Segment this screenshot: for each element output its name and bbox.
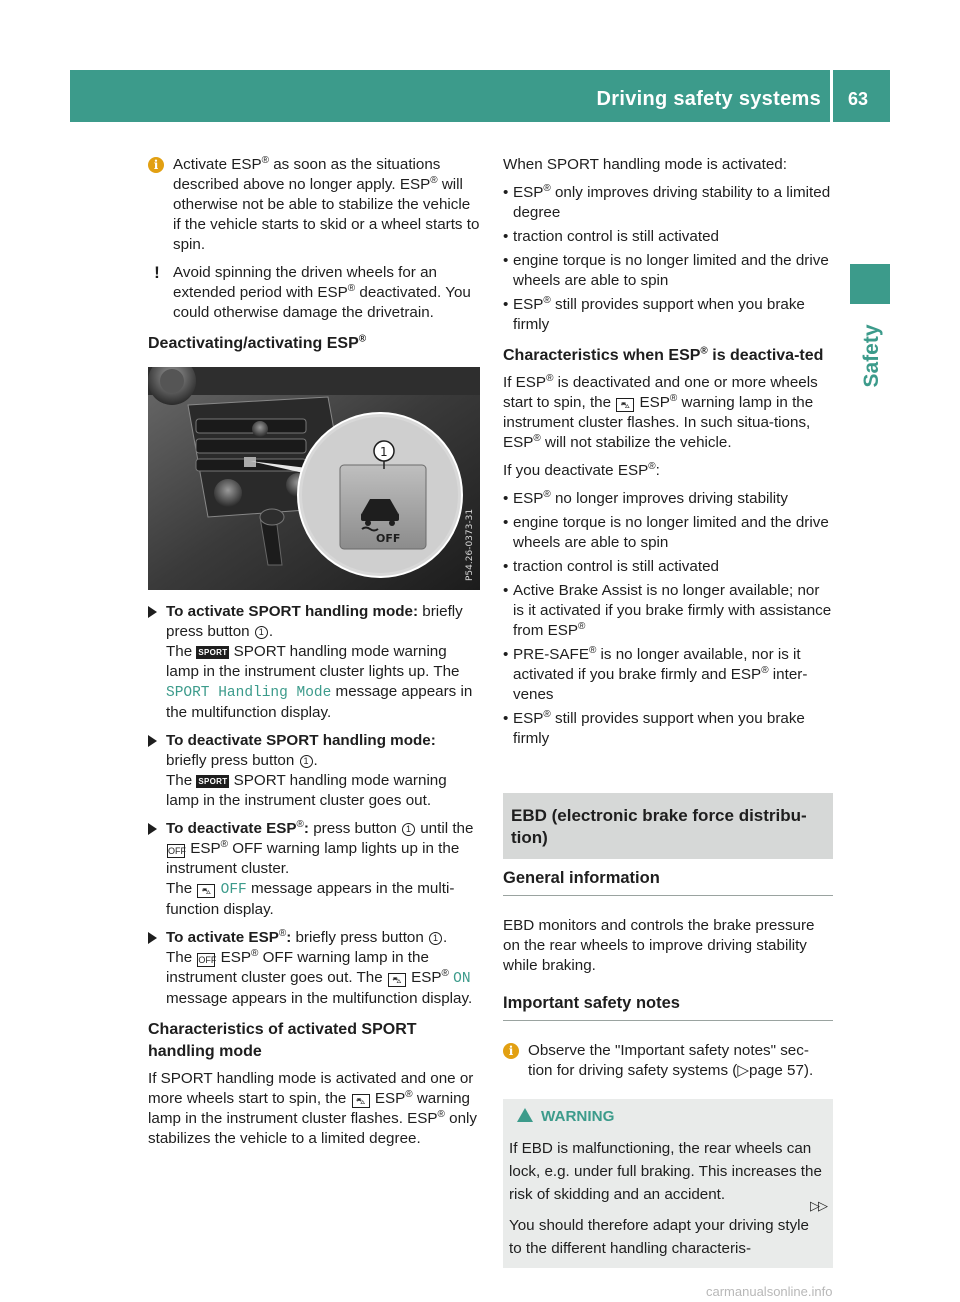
heading-deactivating-esp: Deactivating/activating ESP®: [148, 333, 367, 352]
info-icon: i: [503, 1043, 519, 1059]
warning-paragraph-2: You should therefore adapt your driving style to the different handling characteris-: [509, 1217, 810, 1257]
list-item: • engine torque is no longer limited and the drive wheels are able to spin: [503, 513, 833, 553]
list-item: • ESP® only improves driving stability to a limited degree: [503, 183, 833, 223]
esp-off-icon: OFF: [168, 846, 186, 856]
warning-triangle-icon: [517, 1108, 533, 1122]
left-column: [148, 155, 480, 1157]
step-deactivate-sport: To deactivate SPORT handling mode: briefly press button 1 . The SPORT SPORT handling mode warning lamp in the instrument cluster goes out.: [148, 731, 480, 811]
esp-skid-icon: ⛍: [388, 973, 406, 987]
sport-effects-list: [503, 183, 833, 335]
page-number: 63: [847, 89, 869, 109]
photo-off-label: OFF: [376, 532, 401, 545]
sport-icon: SPORT: [198, 777, 228, 786]
caution-note: ! Avoid spinning the driven wheels for an extended period with ESP® deactivated. You could otherwise damage the drivetrain.: [148, 263, 480, 323]
list-item: • Active Brake Assist is no longer available; nor is it activated if you brake firmly with assistance from ESP®: [503, 581, 833, 641]
warning-paragraph-1: If EBD is malfunctioning, the rear wheels can lock, e.g. under full braking. This increases the risk of skidding and an accident.: [509, 1140, 822, 1203]
sport-intro: When SPORT handling mode is activated:: [503, 156, 787, 173]
sport-icon: SPORT: [198, 648, 228, 657]
button-1-icon: 1: [300, 755, 313, 768]
side-tab-label: Safety: [860, 324, 883, 388]
paragraph-ebd: EBD monitors and controls the brake pressure on the rear wheels to improve driving stability while braking.: [503, 917, 815, 974]
info-note: i Activate ESP® as soon as the situations described above no longer apply. ESP® will otherwise not be able to stabilize the vehicle if the vehicle starts to skid or a wheel starts to spin.: [148, 155, 480, 255]
info-note-safety: i Observe the "Important safety notes" sec-tion for driving safety systems (▷page 57).: [503, 1041, 833, 1081]
step-arrow-icon: [148, 823, 157, 835]
paragraph-esp-deactivated: If ESP® is deactivated and one or more wheels start to spin, the ⛍ ESP® warning lamp in the instrument cluster flashes. In such situa-tions, ESP® will not stabilize the vehicle.: [503, 372, 818, 451]
list-item: • ESP® still provides support when you brake firmly: [503, 709, 833, 749]
esp-skid-icon: ⛍: [197, 884, 215, 898]
display-message-on: ON: [453, 971, 471, 987]
warning-title: WARNING: [509, 1107, 825, 1127]
step-activate-sport: To activate SPORT handling mode: briefly press button 1 . The SPORT SPORT handling mode warning lamp in the instrument cluster lights up. The SPORT Handling Mode message appears in the multifunction display.: [148, 602, 480, 723]
continue-arrows-icon: ▷▷: [810, 1198, 826, 1213]
page-ref-arrow-icon: ▷: [737, 1062, 750, 1079]
step-activate-esp: To activate ESP®: briefly press button 1 . The OFF ESP® OFF warning lamp in the instrument cluster goes out. The ⛍ ESP® ON message appears in the multifunction display.: [148, 928, 480, 1009]
footer-watermark: carmanualsonline.info: [706, 1284, 833, 1299]
console-photo: [148, 367, 480, 590]
display-message-off: OFF: [220, 882, 247, 898]
exclamation-icon: !: [154, 263, 160, 282]
step-arrow-icon: [148, 606, 157, 618]
photo-callout-number: 1: [380, 445, 388, 459]
photo-reference: P54.26-0373-31: [465, 508, 475, 581]
console-illustration: [148, 367, 480, 590]
esp-off-effects-list: [503, 489, 833, 749]
button-1-icon: 1: [429, 932, 442, 945]
step-arrow-icon: [148, 932, 157, 944]
heading-sport-characteristics: Characteristics of activated SPORT handling mode: [148, 1021, 417, 1060]
paragraph-sport-characteristics: If SPORT handling mode is activated and one or more wheels start to spin, the ⛍ ESP® warning lamp in the instrument cluster flashes. ESP® only stabilizes the vehicle to a limited degree.: [148, 1070, 478, 1147]
list-item: • traction control is still activated: [503, 557, 833, 577]
display-message-sport: SPORT Handling Mode: [166, 685, 332, 701]
heading-general-information: General information: [503, 867, 833, 896]
list-item: • PRE-SAFE® is no longer available, nor is it activated if you brake firmly and ESP® inter-venes: [503, 645, 833, 705]
list-item: • traction control is still activated: [503, 227, 833, 247]
list-item: • engine torque is no longer limited and the drive wheels are able to spin: [503, 251, 833, 291]
right-column: [503, 155, 833, 1268]
list-item: • ESP® no longer improves driving stability: [503, 489, 833, 509]
header-divider: [830, 70, 833, 122]
list-item: • ESP® still provides support when you brake firmly: [503, 295, 833, 335]
ebd-section-title: EBD (electronic brake force distribu-tion): [503, 793, 833, 859]
step-deactivate-esp: To deactivate ESP®: press button 1 until the OFF ESP® OFF warning lamp lights up in the instrument cluster. The ⛍ OFF message appears in the multi-function display.: [148, 819, 480, 920]
heading-esp-deactivated: Characteristics when ESP® is deactiva-ted: [503, 345, 824, 364]
esp-skid-icon: ⛍: [352, 1094, 370, 1108]
button-1-icon: 1: [402, 823, 415, 836]
info-icon: i: [148, 157, 164, 173]
esp-off-icon: OFF: [198, 955, 217, 965]
warning-box: [503, 1099, 833, 1268]
heading-important-safety-notes: Important safety notes: [503, 992, 833, 1021]
step-arrow-icon: [148, 735, 157, 747]
section-title: Driving safety systems: [596, 88, 821, 110]
button-1-icon: 1: [255, 626, 268, 639]
esp-skid-icon: ⛍: [616, 398, 634, 412]
paragraph-if-deactivate: If you deactivate ESP®:: [503, 460, 660, 479]
